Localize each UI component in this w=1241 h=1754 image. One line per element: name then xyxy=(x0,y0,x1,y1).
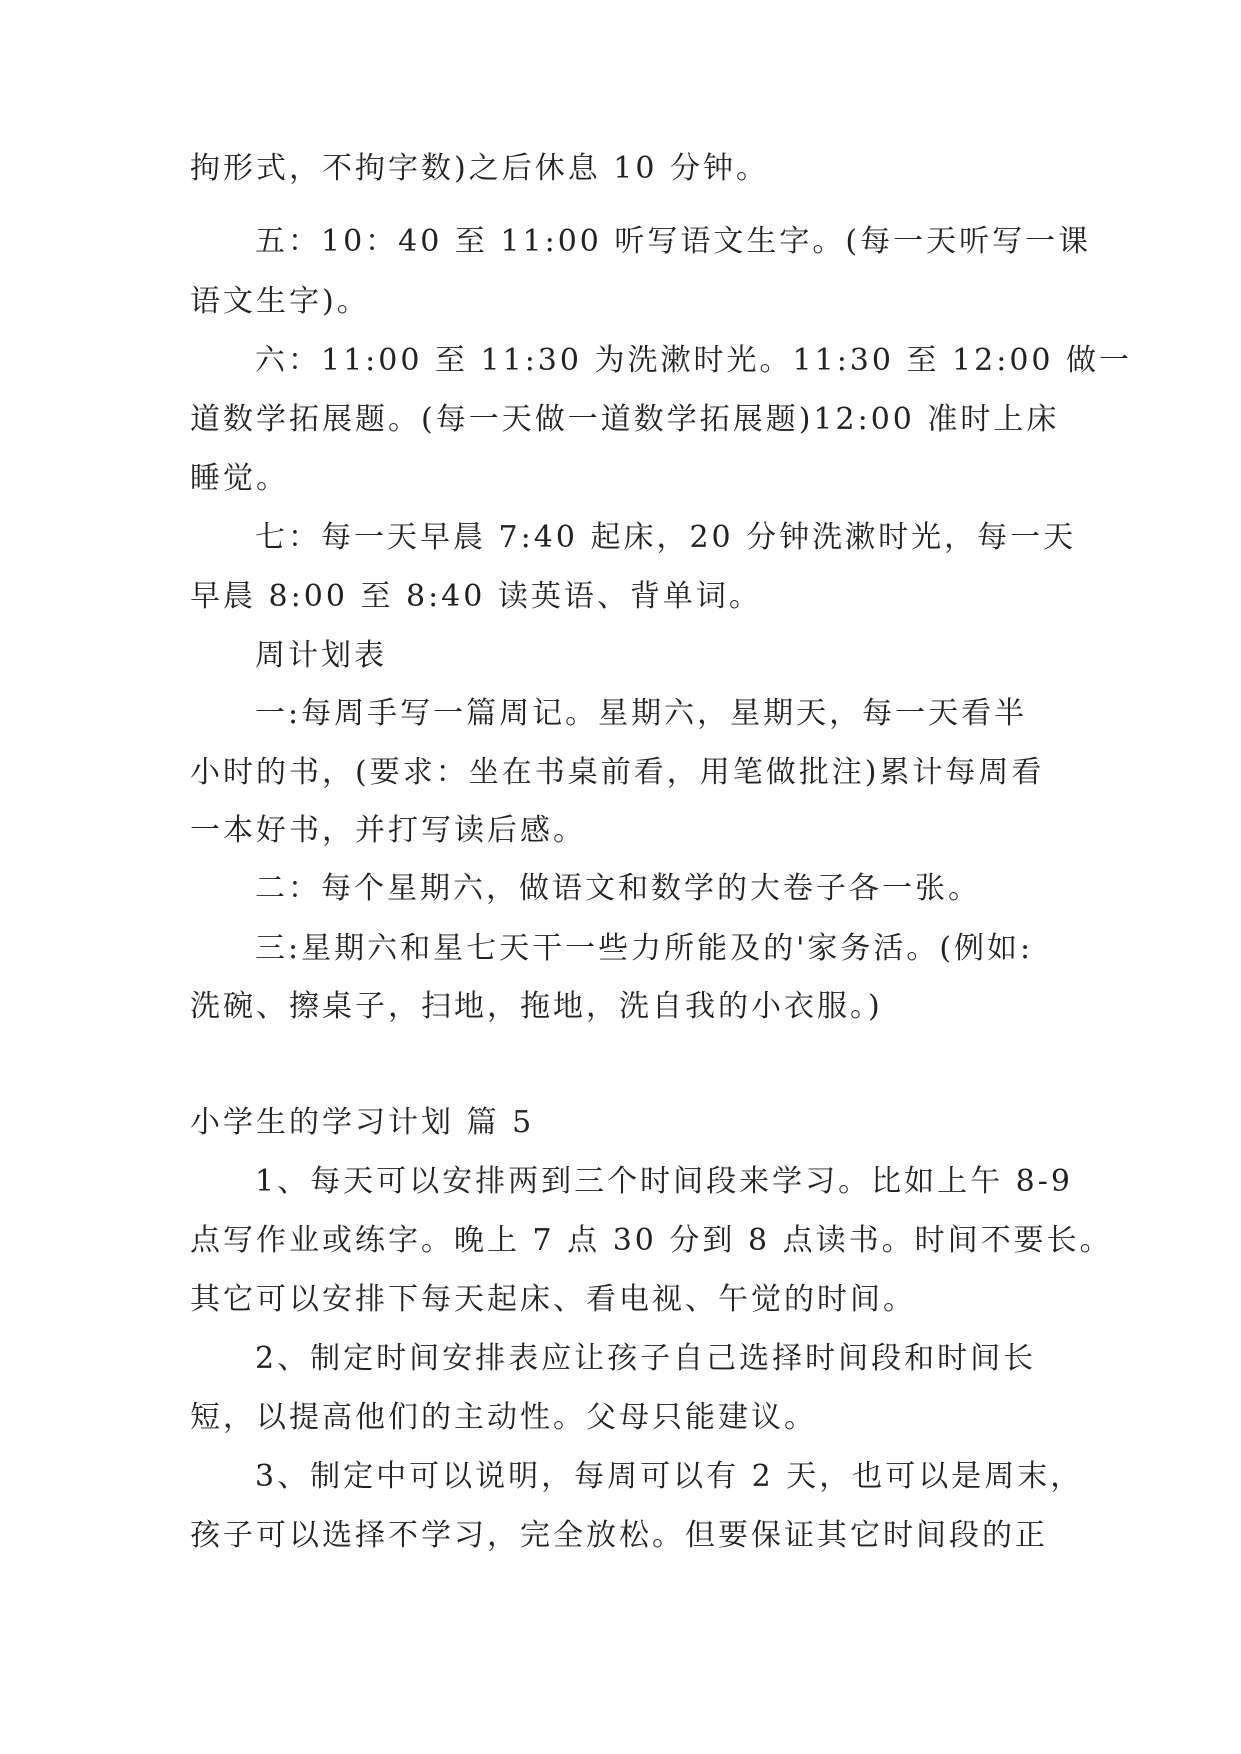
text-line: 拘形式，不拘字数)之后休息 10 分钟。 xyxy=(190,151,769,186)
text-line: 其它可以安排下每天起床、看电视、午觉的时间。 xyxy=(190,1282,916,1317)
text-line: 道数学拓展题。(每一天做一道数学拓展题)12:00 准时上床 xyxy=(190,402,1060,437)
section-heading: 周计划表 xyxy=(255,638,387,673)
text-line: 三:星期六和星七天干一些力所能及的'家务活。(例如: xyxy=(255,931,1034,966)
text-line: 一:每周手写一篇周记。星期六，星期天，每一天看半 xyxy=(255,696,1028,731)
text-line: 1、每天可以安排两到三个时间段来学习。比如上午 8-9 xyxy=(255,1164,1073,1199)
text-line: 早晨 8:00 至 8:40 读英语、背单词。 xyxy=(190,579,762,614)
text-line: 2、制定时间安排表应让孩子自己选择时间段和时间长 xyxy=(255,1341,1037,1376)
text-line: 3、制定中可以说明，每周可以有 2 天，也可以是周末， xyxy=(255,1459,1084,1494)
text-line: 五：10：40 至 11:00 听写语文生字。(每一天听写一课 xyxy=(255,224,1092,259)
text-line: 语文生字)。 xyxy=(190,284,370,319)
text-line: 短，以提高他们的主动性。父母只能建议。 xyxy=(190,1400,817,1435)
text-line: 孩子可以选择不学习，完全放松。但要保证其它时间段的正 xyxy=(190,1518,1048,1553)
text-line: 洗碗、擦桌子，扫地，拖地，洗自我的小衣服。) xyxy=(190,989,883,1024)
article-title: 小学生的学习计划 篇 5 xyxy=(190,1105,535,1140)
text-line: 二：每个星期六，做语文和数学的大卷子各一张。 xyxy=(255,871,981,906)
text-line: 一本好书，并打写读后感。 xyxy=(190,813,586,848)
text-line: 睡觉。 xyxy=(190,461,289,496)
text-line: 点写作业或练字。晚上 7 点 30 分到 8 点读书。时间不要长。 xyxy=(190,1223,1113,1258)
text-line: 小时的书，(要求：坐在书桌前看，用笔做批注)累计每周看 xyxy=(190,755,1045,790)
text-line: 六：11:00 至 11:30 为洗漱时光。11:30 至 12:00 做一 xyxy=(255,343,1133,378)
text-line: 七：每一天早晨 7:40 起床，20 分钟洗漱时光，每一天 xyxy=(255,520,1077,555)
